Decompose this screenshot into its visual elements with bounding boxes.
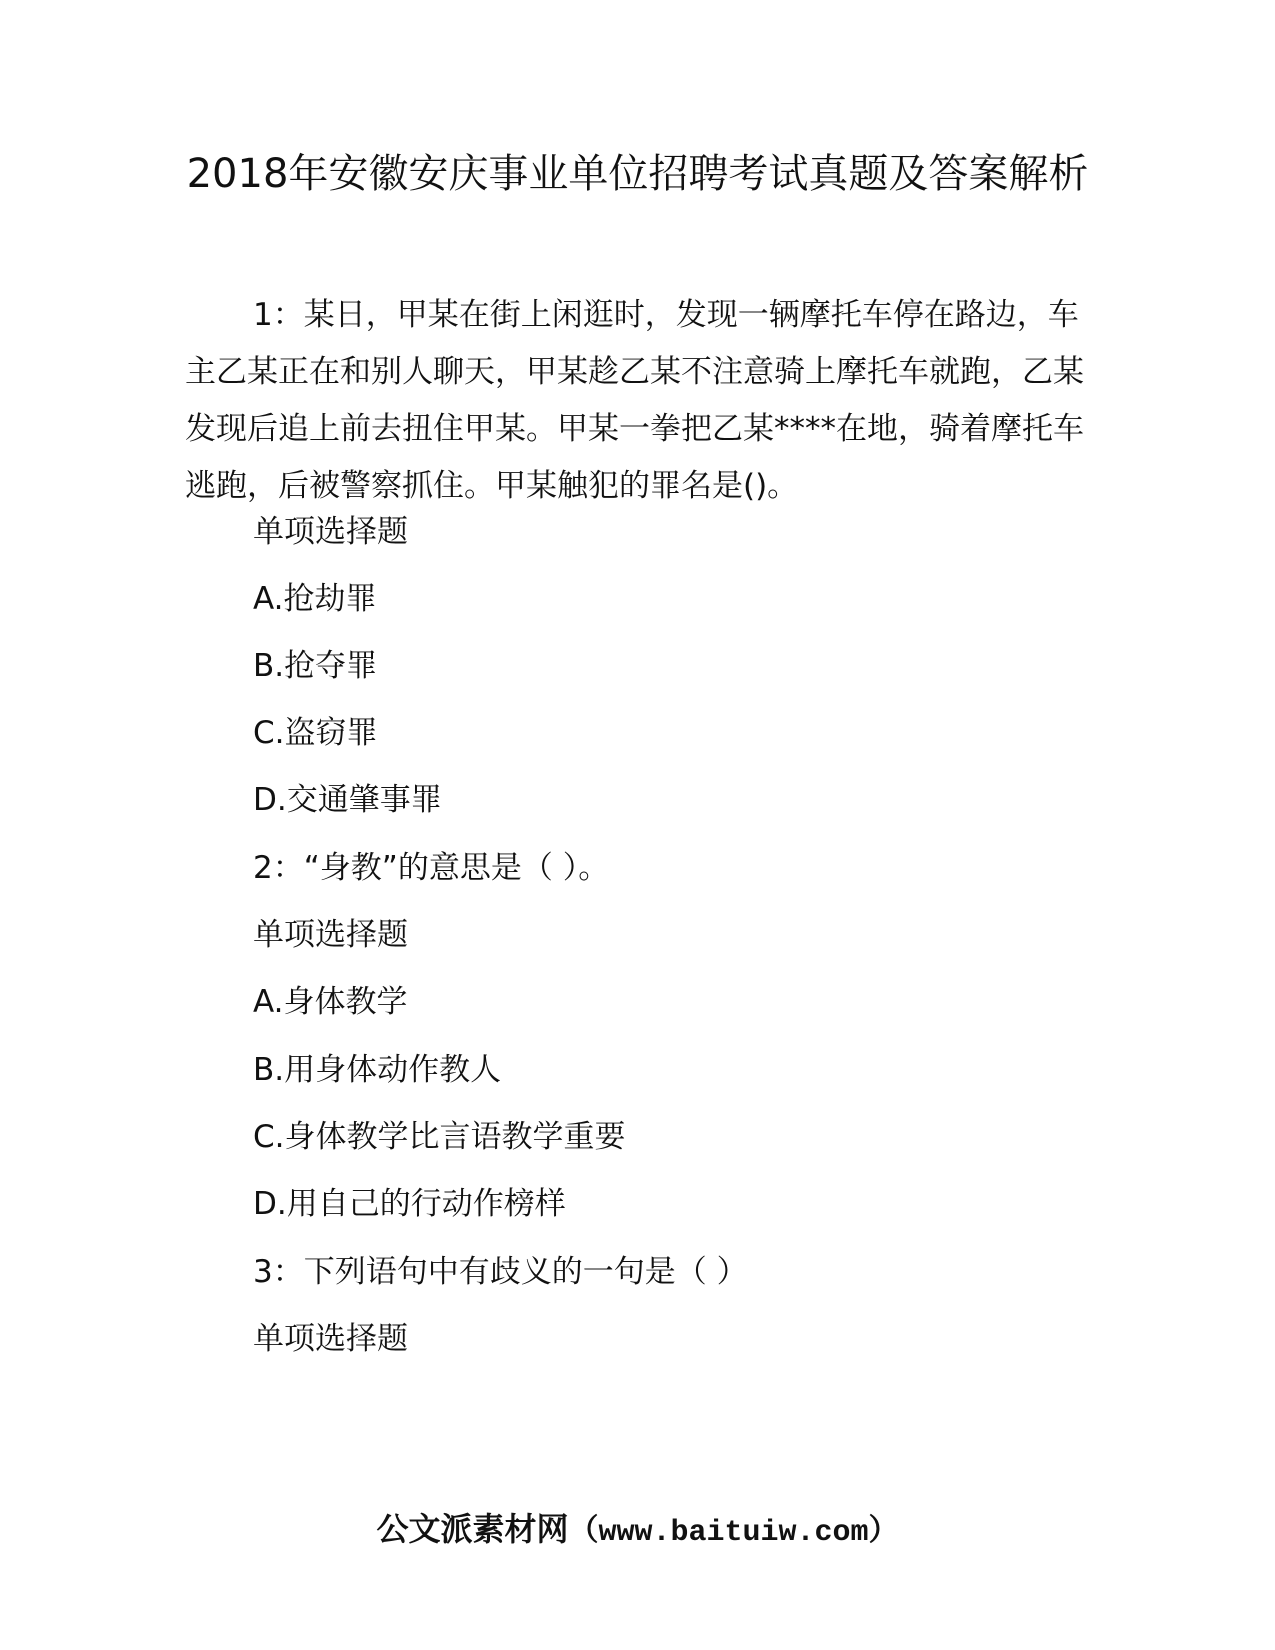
footer-site-name: 公文派素材网 [376, 1511, 569, 1547]
question-1-option-a: A.抢劫罪 [253, 581, 377, 617]
question-1-option-b: B.抢夺罪 [253, 648, 378, 684]
question-1-option-d: D.交通肇事罪 [253, 782, 442, 818]
question-3-stem: 3：下列语句中有歧义的一句是（ ） [253, 1254, 748, 1290]
page-title: 2018年安徽安庆事业单位招聘考试真题及答案解析 [186, 151, 1089, 197]
question-1-type: 单项选择题 [253, 514, 408, 550]
footer-url[interactable]: （www.baituiw.com） [568, 1516, 899, 1550]
question-2-option-d: D.用自己的行动作榜样 [253, 1186, 566, 1222]
question-2-type: 单项选择题 [253, 917, 408, 953]
footer [0, 1508, 1275, 1554]
question-2-option-b: B.用身体动作教人 [253, 1052, 502, 1088]
question-3-type: 单项选择题 [253, 1321, 408, 1357]
question-2-option-a: A.身体教学 [253, 984, 408, 1020]
question-1-option-c: C.盗窃罪 [253, 715, 378, 751]
question-1-stem: 1：某日，甲某在街上闲逛时，发现一辆摩托车停在路边，车主乙某正在和别人聊天，甲某趁乙某不注意骑上摩托车就跑，乙某发现后追上前去扭住甲某。甲某一拳把乙某****在地，骑着摩托车逃跑，后被警察抓住。甲某触犯的罪名是()。 [185, 297, 1084, 504]
question-2-stem: 2：“身教”的意思是（ ）。 [253, 850, 610, 886]
question-2-option-c: C.身体教学比言语教学重要 [253, 1119, 626, 1155]
